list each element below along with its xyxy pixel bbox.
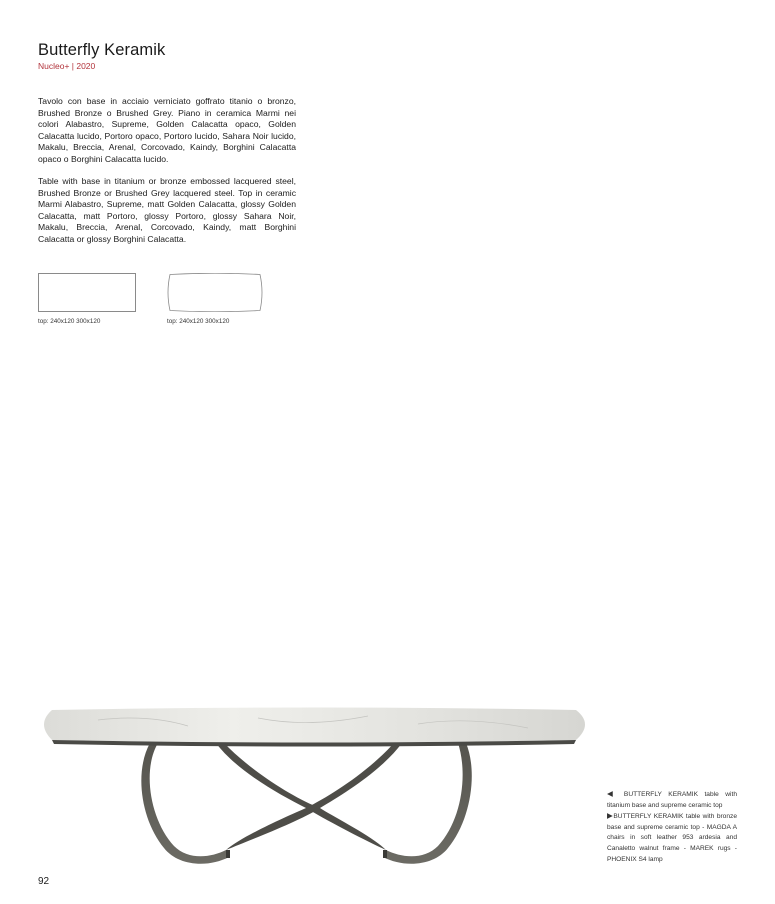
rectangular-top-label: top: 240x120 300x120	[38, 318, 101, 325]
barrel-top-shape	[166, 273, 264, 312]
caption-left-text: BUTTERFLY KERAMIK table with titanium base and supreme ceramic top	[607, 791, 737, 809]
caption-right-text: BUTTERFLY KERAMIK table with bronze base and supreme ceramic top - MAGDA A chairs in soft leather 953 ardesia and Canaletto walnut frame - MAREK rugs - PHOENIX S4 lamp	[607, 813, 737, 863]
triangle-left-icon: ◀	[607, 789, 618, 798]
description-italian: Tavolo con base in acciaio verniciato goffrato titanio o bronzo, Brushed Bronze o Brushed Grey. Piano in ceramica Marmi nei colori Alabastro, Supreme, Golden Calacatta opaco, Golden Calacatta lucido, Portoro opaco, Portoro lucido, Sahara Noir lucido, Makalu, Breccia, Arenal, Corcovado, Kaindy, Borghini Calacatta opaco o Borghini Calacatta lucido.	[38, 96, 296, 164]
product-subtitle: Nucleo+ | 2020	[38, 61, 96, 71]
product-title: Butterfly Keramik	[38, 41, 166, 59]
rectangular-top-shape	[38, 273, 136, 312]
butterfly-table-image	[38, 690, 598, 870]
description-english: Table with base in titanium or bronze embossed lacquered steel, Brushed Bronze or Brushed Grey lacquered steel. Top in ceramic Marmi Alabastro, Supreme, matt Golden Calacatta, glossy Golden Calacatta, matt Portoro, glossy Portoro, glossy Sahara Noir, Makalu, Breccia, Arenal, Corcovado, Kaindy, matt Borghini Calacatta or glossy Borghini Calacatta.	[38, 176, 296, 244]
barrel-top-label: top: 240x120 300x120	[167, 318, 230, 325]
triangle-right-icon: ▶	[607, 811, 614, 821]
page-number: 92	[38, 876, 50, 887]
image-caption	[607, 789, 737, 865]
